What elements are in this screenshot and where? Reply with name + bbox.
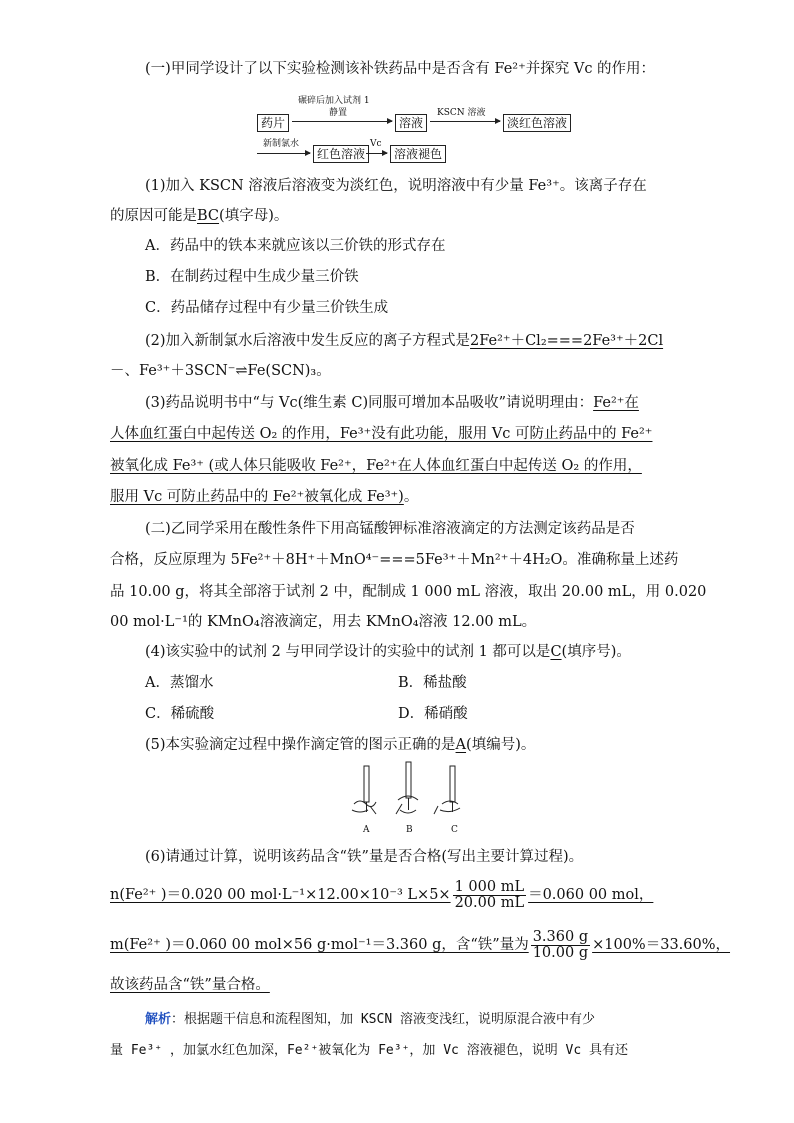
q6-calc2-denominator: 10.00 g [532, 944, 589, 961]
q3-answer-3: 被氧化成 Fe³⁺ (或人体只能吸收 Fe²⁺，Fe²⁺在人体血红蛋白中起传送 O₂ 的作用， [110, 458, 642, 474]
q5-text: (5)本实验滴定过程中操作滴定管的图示正确的是 [145, 737, 456, 753]
q6-calc2 [110, 928, 730, 962]
flow-arrow2-top-label: KSCN 溶液 [437, 108, 486, 118]
burette-label-c: C [451, 825, 458, 835]
flow-arrow3-top-label: 新制氯水 [263, 139, 300, 149]
burette-label-b: B [406, 825, 413, 835]
q2-line [145, 331, 663, 351]
part2-line3: 品 10.00 g，将其全部溶于试剂 2 中，配制成 1 000 mL 溶液，取出 20.00 mL，用 0.020 [110, 584, 707, 600]
flow-box-solution: 溶液 [395, 114, 427, 132]
q6-calc2-numerator: 3.360 g [532, 928, 589, 945]
part1-intro: (一)甲同学设计了以下实验检测该补铁药品中是否含有 Fe²⁺并探究 Vc 的作用： [145, 61, 656, 77]
q6-calc1-denominator: 20.00 mL [454, 894, 525, 911]
flow-arrow-3 [257, 153, 310, 154]
q3-line4 [110, 487, 418, 507]
q4-line [145, 642, 631, 662]
part2-line1: (二)乙同学采用在酸性条件下用高锰酸钾标准溶液滴定的方法测定该药品是否 [145, 521, 635, 537]
q1-text: (1)加入 KSCN 溶液后溶液变为淡红色，说明溶液中有少量 Fe³⁺。该离子存在 [145, 178, 647, 194]
q2-answer-line2: －、Fe³⁺＋3SCN⁻⇌Fe(SCN)₃。 [110, 363, 331, 379]
q1-option-c: C．药品储存过程中有少量三价铁生成 [145, 300, 389, 316]
q6-calc2-right: ×100%＝33.60%， [592, 937, 731, 953]
flow-box-light-red: 淡红色溶液 [503, 114, 571, 132]
flow-arrow4-top-label: Vc [370, 139, 382, 149]
flow-arrow1-bottom-label: 静置 [329, 108, 348, 118]
q4-end: (填序号)。 [561, 644, 631, 660]
solution-line1 [145, 1010, 595, 1030]
q1-text-c: (填字母)。 [219, 208, 289, 224]
q1-option-a: A．药品中的铁本来就应该以三价铁的形式存在 [145, 238, 446, 254]
q1-answer-line [110, 206, 288, 226]
q4-option-c: C．稀硫酸 [145, 706, 215, 722]
part2-line4: 00 mol·L⁻¹的 KMnO₄溶液滴定，用去 KMnO₄溶液 12.00 mL。 [110, 614, 537, 630]
q3-text: (3)药品说明书中“与 Vc(维生素 C)同服可增加本品吸收”请说明理由： [145, 395, 594, 411]
q4-option-d: D．稀硝酸 [398, 706, 468, 722]
burette-label-a: A [363, 825, 370, 835]
q5-end: (填编号)。 [466, 737, 536, 753]
q6-calc2-fraction [531, 930, 590, 961]
q2-text: (2)加入新制氯水后溶液中发生反应的离子方程式是 [145, 333, 471, 349]
burette-figure-c [434, 766, 460, 814]
q1-option-b: B．在制药过程中生成少量三价铁 [145, 269, 359, 285]
solution-line2: 量 Fe³⁺ ，加氯水红色加深，Fe²⁺被氧化为 Fe³⁺，加 Vc 溶液褪色，说明 Vc 具有还 [110, 1043, 629, 1058]
q4-answer: C [550, 644, 562, 660]
q3-answer-4: 服用 Vc 可防止药品中的 Fe²⁺被氧化成 Fe³⁺) [110, 489, 404, 505]
q6-calc1-left: n(Fe²⁺ )＝0.020 00 mol·L⁻¹×12.00×10⁻³ L×5× [110, 887, 451, 903]
q6-calc2-left: m(Fe²⁺ )＝0.060 00 mol×56 g·mol⁻¹＝3.360 g，含“铁”量为 [110, 937, 529, 953]
flow-arrow1-top-label: 碾碎后加入试剂 1 [298, 96, 370, 106]
q6-calc1-fraction [453, 880, 527, 911]
q6-calc1-right: ＝0.060 00 mol， [528, 887, 654, 903]
q5-answer: A [455, 737, 467, 753]
part2-line2: 合格，反应原理为 5Fe²⁺＋8H⁺＋MnO⁴⁻===5Fe³⁺＋Mn²⁺＋4H₂O。准确称量上述药 [110, 552, 679, 568]
flow-box-fade: 溶液褪色 [390, 145, 446, 163]
q3-end: 。 [403, 489, 419, 505]
flow-box-red: 红色溶液 [313, 145, 369, 163]
q6-calc1-numerator: 1 000 mL [454, 878, 525, 895]
q5-line [145, 735, 535, 755]
q3-line1 [145, 393, 639, 413]
q2-answer-line1: 2Fe²⁺＋Cl₂===2Fe³⁺＋2Cl [470, 333, 664, 349]
flow-box-tablet: 药片 [257, 114, 289, 132]
q6-conclusion: 故该药品含“铁”量合格。 [110, 977, 270, 993]
burette-figure-b [396, 762, 418, 814]
solution-label: 解析 [145, 1012, 172, 1027]
q3-answer-1: Fe²⁺在 [593, 395, 639, 411]
q6-text: (6)请通过计算，说明该药品含“铁”量是否合格(写出主要计算过程)。 [145, 849, 584, 865]
q4-option-b: B．稀盐酸 [398, 675, 467, 691]
burette-figure-a [352, 766, 376, 814]
flow-arrow-1 [292, 121, 392, 122]
q1-text-b: 的原因可能是 [110, 208, 197, 224]
q3-answer-2: 人体血红蛋白中起传送 O₂ 的作用，Fe³⁺没有此功能，服用 Vc 可防止药品中的 Fe²⁺ [110, 426, 653, 442]
flow-arrow-4 [366, 153, 387, 154]
q4-option-a: A．蒸馏水 [145, 675, 214, 691]
q1-answer: BC [197, 208, 220, 224]
q6-calc1 [110, 878, 653, 912]
solution-text1: ：根据题干信息和流程图知，加 KSCN 溶液变浅红，说明原混合液中有少 [171, 1012, 595, 1027]
flow-arrow-2 [430, 121, 500, 122]
q4-text: (4)该实验中的试剂 2 与甲同学设计的实验中的试剂 1 都可以是 [145, 644, 551, 660]
